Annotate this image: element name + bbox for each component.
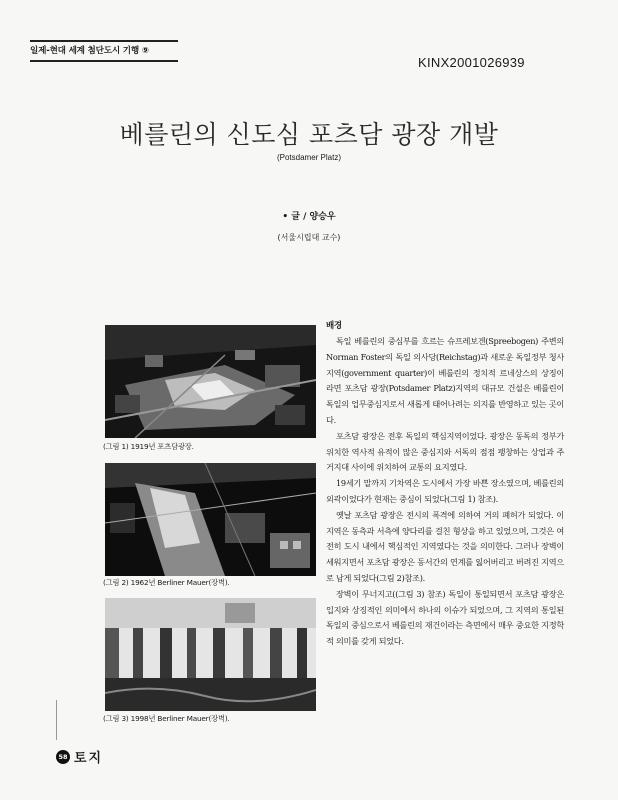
figure-2-photo (105, 463, 316, 576)
page-footer (56, 747, 103, 766)
section-heading: 배경 (326, 321, 342, 331)
body-paragraph-3: 19세기 말까지 기차역은 도시에서 가장 바쁜 장소였으며, 베를린의 외곽이었다가 현재는 중심이 되었다(그림 1) 참조). (326, 478, 564, 504)
figure-3-caption: (그림 3) 1998년 Berliner Mauer(장벽). (103, 714, 230, 723)
article-body (326, 318, 564, 650)
body-paragraph-1: 독일 베를린의 중심부를 흐르는 슈프레보겐(Spreebogen) 주변의 Norman Foster의 독일 의사당(Reichstag)과 새로운 독일정부 청사지역(government quarter)이 베를린의 정치적 르네상스의 상징이라면 포츠담 광장(Potsdamer Platz)지역의 대규모 건설은 베를린이 독일의 업무중심지로서 새롭게 태어나려는 의지를 반영하고 있는 곳이다. (326, 336, 564, 425)
author-affiliation: (서울시립대 교수) (277, 233, 341, 242)
series-title: 일제-현대 세계 첨단도시 기행 ⑨ (30, 40, 178, 62)
figure-1-photo (105, 325, 316, 438)
figure-1-caption: (그림 1) 1919년 포츠담광장. (103, 442, 194, 451)
article-author: • 글 / 양승우 (282, 212, 336, 222)
document-id: KINX2001026939 (418, 55, 525, 70)
figure-3-photo (105, 598, 316, 711)
body-paragraph-4: 옛날 포츠담 광장은 전시의 폭격에 의하여 거의 폐허가 되었다. 이 지역은 동측과 서측에 양다리를 걸친 형상을 하고 있었으며, 그것은 여전히 도시 내에서 핵심적인 지역였다는 것을 의미한다. 그러나 장벽이 세워지면서 포츠담 광장은 동서간의 연계를 잃어버리고 버려진 지역으로 남게 되었다(그림 2)참조). (326, 509, 564, 583)
body-paragraph-2: 포츠담 광장은 전후 독일의 핵심지역이었다. 광장은 동독의 정부가 위치한 역사적 유적이 많은 중심지와 서독의 점점 팽창하는 상업과 주거지대 사이에 위치하여 교통의 요지였다. (326, 430, 564, 473)
figure-2-caption: (그림 2) 1962년 Berliner Mauer(장벽). (103, 578, 230, 587)
article-title: 베를린의 신도심 포츠담 광장 개발 (119, 120, 499, 149)
body-paragraph-5: 장벽이 무너지고((그림 3) 참조) 독일이 통일되면서 포츠담 광장은 입지와 상징적인 의미에서 하나의 이슈가 되었으며, 그 지역의 통일된 독일의 중심으로서 베를린의 재건이라는 측면에서 매우 중요한 지정학적 의미를 갖게 되었다. (326, 588, 564, 647)
page-number: 58 (56, 750, 70, 764)
page-fold-line (56, 700, 57, 740)
magazine-name: 토지 (74, 751, 104, 766)
article-subtitle: (Potsdamer Platz) (276, 153, 342, 162)
